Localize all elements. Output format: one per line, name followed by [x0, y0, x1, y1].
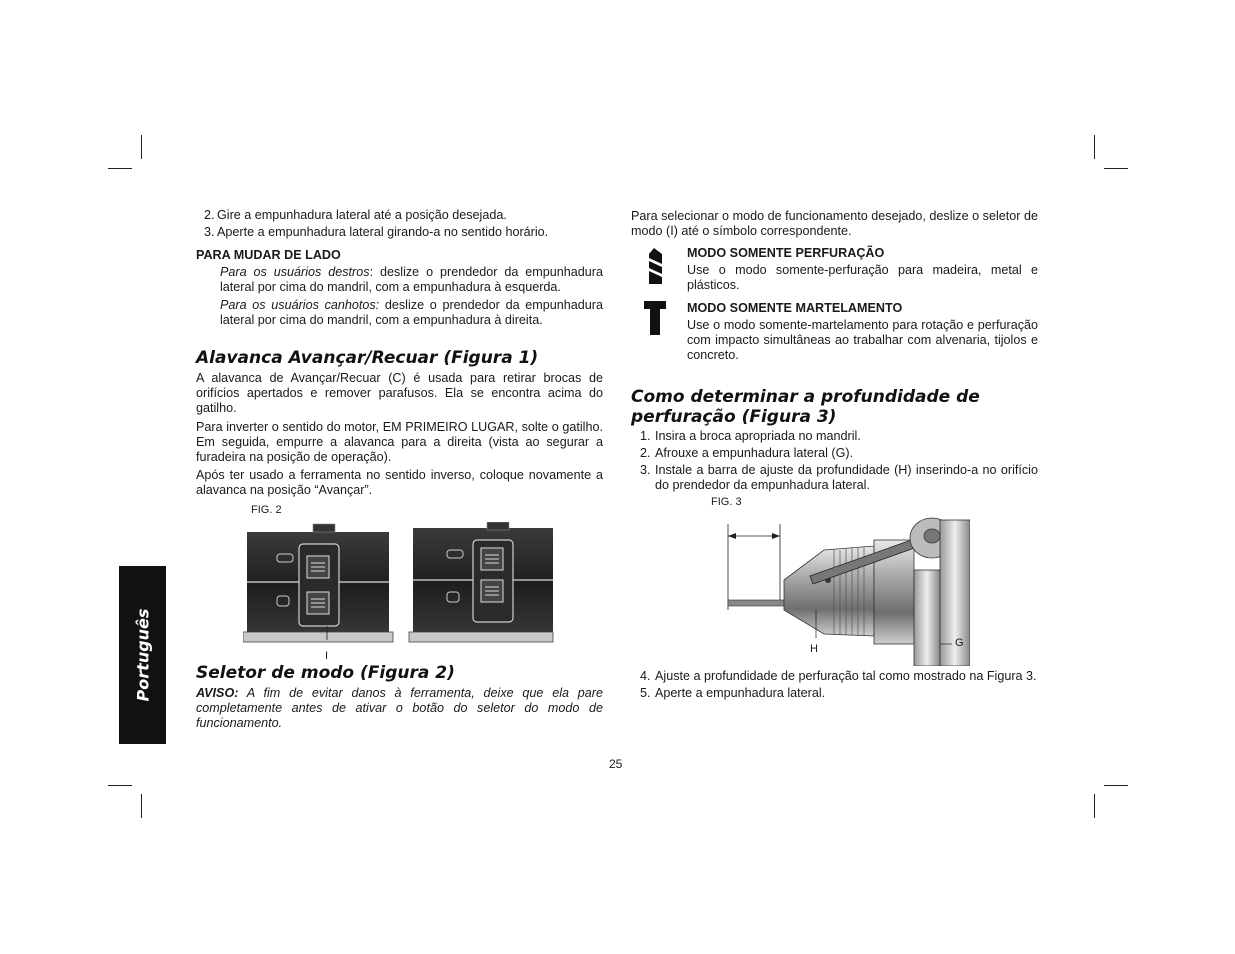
lever-p1: A alavanca de Avançar/Recuar (C) é usada para retirar brocas de orifícios apertados e remover parafusos. Ela se encontra acima do gatilho. [196, 371, 603, 415]
fig2-illustration [243, 522, 555, 660]
hammer-icon [644, 301, 666, 335]
warning-paragraph: AVISO: A fim de evitar danos à ferramenta, deixe que ela pare completamente antes de ativar o botão do seletor do modo de funcionamento. [196, 686, 603, 730]
drill-view-left [243, 524, 393, 642]
depth-steps-list [640, 429, 1038, 493]
mode-drill-title: MODO SOMENTE PERFURAÇÃO [687, 246, 885, 260]
fig3-callout-g: G [955, 637, 964, 649]
depth-steps-after-list [640, 669, 1038, 701]
mode-drill-text: Use o modo somente-perfuração para madeira, metal e plásticos. [687, 263, 1038, 292]
list-item: 3. Aperte a empunhadura lateral girando-a no sentido horário. [204, 225, 549, 239]
drill-view-right [409, 522, 553, 642]
fig2-callout-i: I [325, 650, 329, 662]
language-tab-label: Português [133, 608, 152, 702]
mode-hammer-title: MODO SOMENTE MARTELAMENTO [687, 301, 903, 315]
mode-intro: Para selecionar o modo de funcionamento desejado, deslize o seletor de modo (I) até o símbolo correspondente. [631, 209, 1038, 238]
list-item: 2. Afrouxe a empunhadura lateral (G). [640, 446, 854, 460]
steps-top-list [204, 208, 604, 240]
list-item: 2. Gire a empunhadura lateral até a posição desejada. [204, 208, 507, 222]
lever-p3: Após ter usado a ferramenta no sentido inverso, coloque novamente a alavanca na posição “Avançar”. [196, 468, 603, 497]
list-item: 1. Insira a broca apropriada no mandril. [640, 429, 861, 443]
list-item: 4. Ajuste a profundidade de perfuração tal como mostrado na Figura 3. [640, 669, 1037, 683]
page-number: 25 [609, 757, 623, 771]
language-tab [119, 566, 166, 744]
depth-title-line2: perfuração (Figura 3) [631, 407, 837, 427]
right-handed-paragraph: Para os usuários destros: deslize o prendedor da empunhadura lateral por cima do mandril, com a empunhadura à esquerda. [220, 265, 603, 294]
list-item: 3. Instale a barra de ajuste da profundidade (H) inserindo-a no orifício do prendedor da empunhadura lateral. [640, 463, 1038, 492]
list-item: 5. Aperte a empunhadura lateral. [640, 686, 826, 700]
left-handed-paragraph: Para os usuários canhotos: deslize o prendedor da empunhadura lateral por cima do mandril, com a empunhadura à direita. [220, 298, 603, 327]
lever-title: Alavanca Avançar/Recuar (Figura 1) [196, 348, 539, 368]
depth-title-line1: Como determinar a profundidade de [631, 387, 980, 407]
fig3-callout-h: H [810, 643, 818, 655]
change-side-heading: PARA MUDAR DE LADO [196, 248, 341, 262]
lever-p2: Para inverter o sentido do motor, EM PRIMEIRO LUGAR, solte o gatilho. Em seguida, empurre a alavanca para a direita (vista ao segurar a furadeira na posição de operação). [196, 420, 603, 464]
fig2-label: FIG. 2 [251, 504, 282, 516]
fig3-label: FIG. 3 [711, 496, 742, 508]
drill-bit-icon [646, 248, 663, 284]
fig3-illustration [724, 510, 970, 666]
mode-hammer-text: Use o modo somente-martelamento para rotação e perfuração com impacto simultâneas ao trabalhar com alvenaria, tijolos e concreto. [687, 318, 1038, 362]
mode-selector-title: Seletor de modo (Figura 2) [196, 663, 455, 683]
